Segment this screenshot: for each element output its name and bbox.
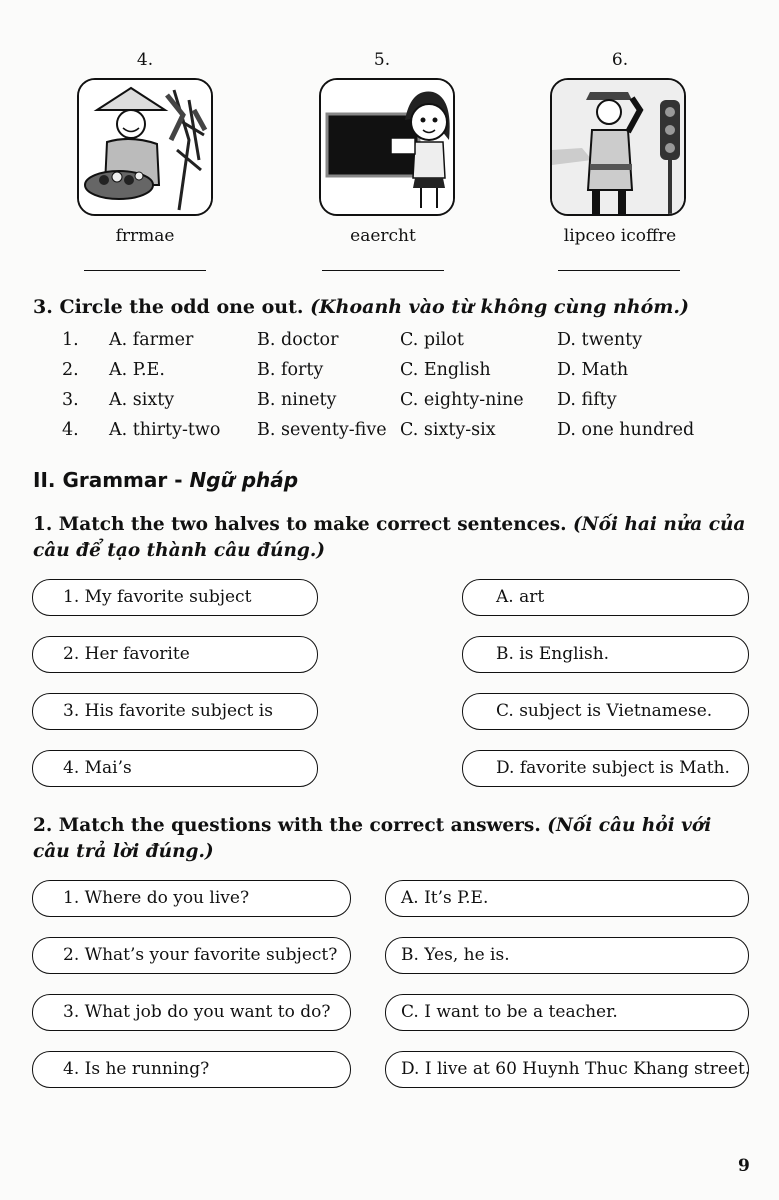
farmer-picture <box>77 78 213 216</box>
option-a[interactable]: A. farmer <box>109 330 194 350</box>
option-d[interactable]: D. one hundred <box>557 420 695 440</box>
teacher-picture <box>319 78 455 216</box>
grammar-heading: II. Grammar - Ngữ pháp <box>33 468 299 492</box>
option-a[interactable]: A. P.E. <box>109 360 165 380</box>
question-box[interactable]: 3. What job do you want to do? <box>32 994 351 1031</box>
sentence-half-left[interactable]: 1. My favorite subject <box>32 579 318 616</box>
option-d[interactable]: D. twenty <box>557 330 643 350</box>
sentence-half-left[interactable]: 2. Her favorite <box>32 636 318 673</box>
answer-blank[interactable] <box>558 270 680 271</box>
picture-number: 4. <box>136 50 154 70</box>
odd-one-out-row: 3. A. sixty B. ninety C. eighty-nine D. fifty <box>62 390 617 410</box>
question-box[interactable]: 1. Where do you live? <box>32 880 351 917</box>
scrambled-word: eaercht <box>350 226 416 246</box>
sentence-half-right[interactable]: A. art <box>462 579 749 616</box>
page-number: 9 <box>738 1156 750 1176</box>
option-c[interactable]: C. pilot <box>400 330 464 350</box>
question-box[interactable]: 4. Is he running? <box>32 1051 351 1088</box>
odd-one-out-row: 4. A. thirty-two B. seventy-five C. sixty-six D. one hundred <box>62 420 695 440</box>
option-a[interactable]: A. sixty <box>109 390 175 410</box>
scrambled-word: frrmae <box>115 226 175 246</box>
option-b[interactable]: B. ninety <box>257 390 337 410</box>
picture-number: 6. <box>611 50 629 70</box>
picture-number: 5. <box>373 50 391 70</box>
option-b[interactable]: B. forty <box>257 360 324 380</box>
odd-one-out-row: 1. A. farmer B. doctor C. pilot D. twenty <box>62 330 643 350</box>
answer-blank[interactable] <box>322 270 444 271</box>
match-halves-instruction: 1. Match the two halves to make correct sentences. (Nối hai nửa của câu để tạo thành câu đúng.) <box>33 514 746 561</box>
odd-one-out-row: 2. A. P.E. B. forty C. English D. Math <box>62 360 629 380</box>
sentence-half-left[interactable]: 4. Mai’s <box>32 750 318 787</box>
answer-box[interactable]: D. I live at 60 Huynh Thuc Khang street. <box>385 1051 749 1088</box>
option-c[interactable]: C. sixty-six <box>400 420 496 440</box>
question-box[interactable]: 2. What’s your favorite subject? <box>32 937 351 974</box>
option-c[interactable]: C. eighty-nine <box>400 390 524 410</box>
sentence-half-right[interactable]: B. is English. <box>462 636 749 673</box>
sentence-half-right[interactable]: D. favorite subject is Math. <box>462 750 749 787</box>
answer-box[interactable]: C. I want to be a teacher. <box>385 994 749 1031</box>
sentence-half-right[interactable]: C. subject is Vietnamese. <box>462 693 749 730</box>
odd-one-out-title: 3. Circle the odd one out. (Khoanh vào từ không cùng nhóm.) <box>33 296 689 318</box>
option-b[interactable]: B. doctor <box>257 330 339 350</box>
answer-box[interactable]: A. It’s P.E. <box>385 880 749 917</box>
match-answers-instruction: 2. Match the questions with the correct answers. (Nối câu hỏi với câu trả lời đúng.) <box>33 815 712 862</box>
option-d[interactable]: D. Math <box>557 360 629 380</box>
option-d[interactable]: D. fifty <box>557 390 617 410</box>
sentence-half-left[interactable]: 3. His favorite subject is <box>32 693 318 730</box>
option-a[interactable]: A. thirty-two <box>109 420 221 440</box>
answer-blank[interactable] <box>84 270 206 271</box>
option-b[interactable]: B. seventy-five <box>257 420 387 440</box>
police-officer-picture <box>550 78 686 216</box>
scrambled-word: lipceo icoffre <box>563 226 677 246</box>
answer-box[interactable]: B. Yes, he is. <box>385 937 749 974</box>
option-c[interactable]: C. English <box>400 360 491 380</box>
